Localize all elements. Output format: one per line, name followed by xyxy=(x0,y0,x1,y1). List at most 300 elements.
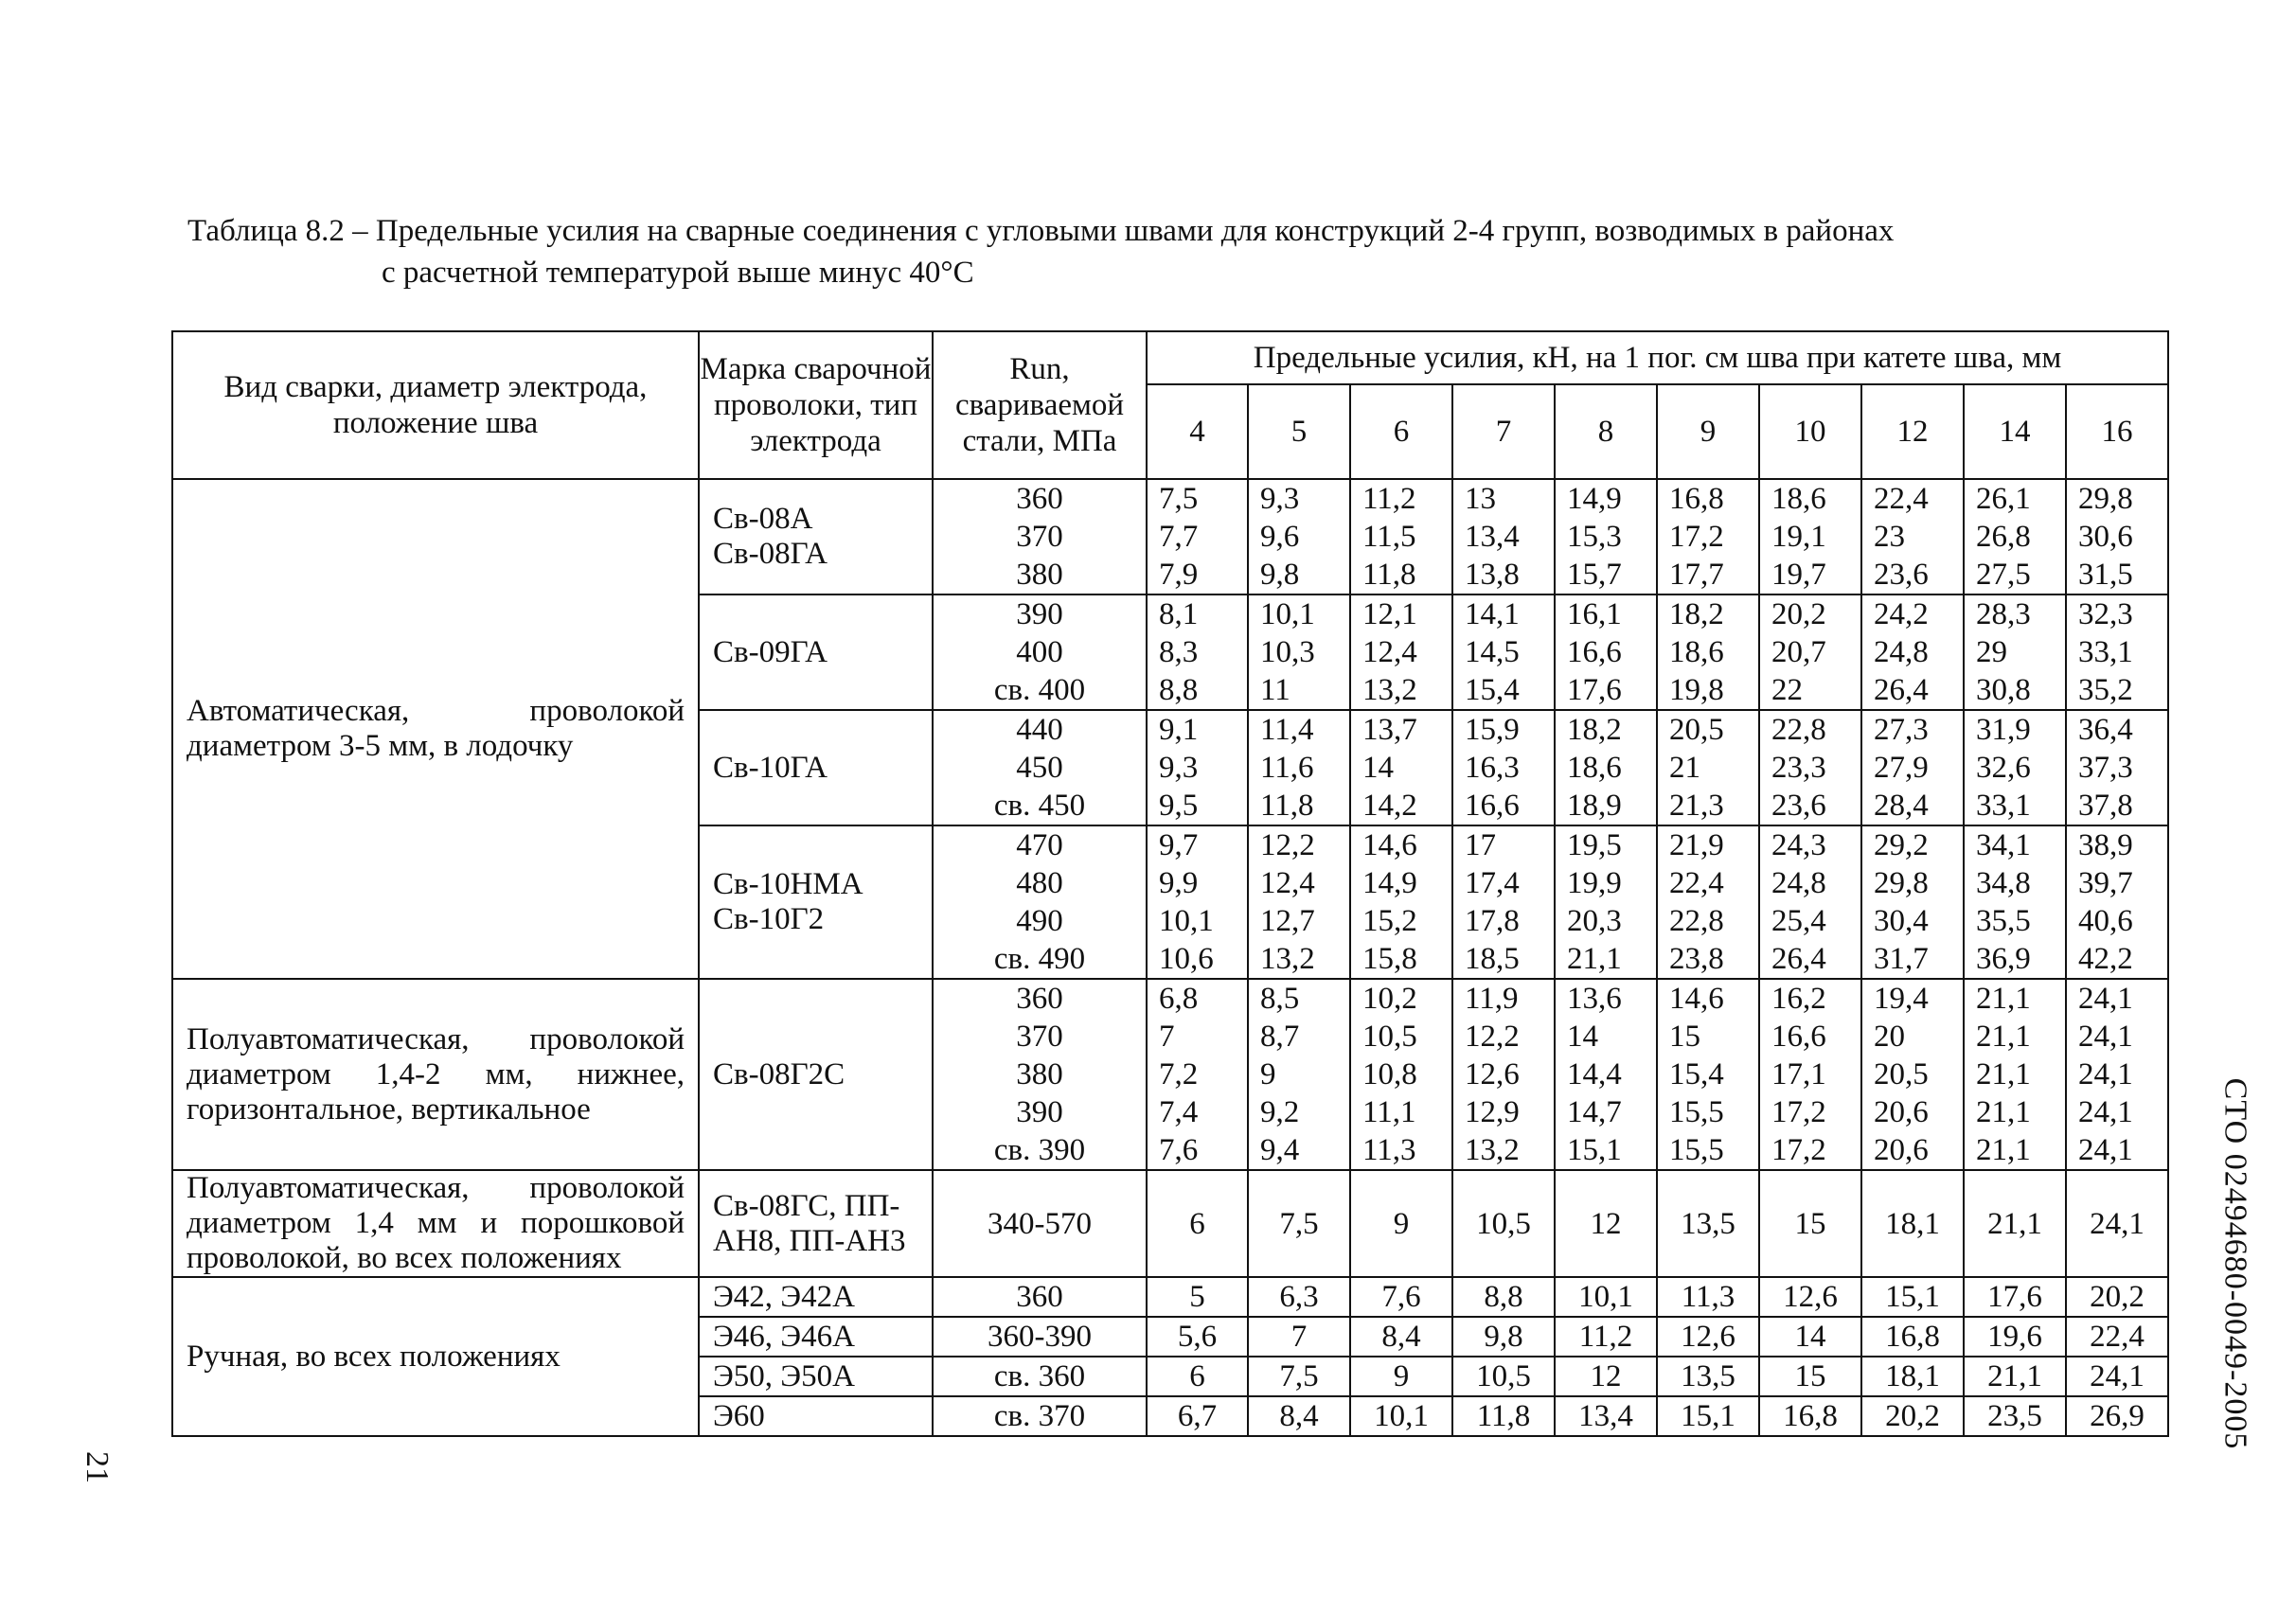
force-value: 9 xyxy=(1260,1057,1276,1091)
steel-strength-value: 360-390 xyxy=(988,1320,1092,1354)
force-value: 18,9 xyxy=(1567,789,1622,823)
welding-type-cell: Полуавтоматическая, проволокой диаметром 1,4-2 мм, нижнее, горизонтальное, вертикальное xyxy=(172,979,699,1170)
force-value: 21,1 xyxy=(1976,982,2031,1016)
force-value: 17,4 xyxy=(1465,866,1520,900)
force-value: 14,4 xyxy=(1567,1057,1622,1091)
force-value: 33,1 xyxy=(2078,635,2133,669)
steel-strength-value: 440 xyxy=(1016,713,1063,747)
force-value: 15,8 xyxy=(1362,942,1417,976)
force-value: 22 xyxy=(1771,673,1803,707)
force-value: 13 xyxy=(1465,482,1496,516)
force-value: 30,4 xyxy=(1874,904,1929,938)
force-value: 24,1 xyxy=(2078,1133,2133,1167)
header-leg: 4 xyxy=(1147,384,1248,479)
force-value: 36,9 xyxy=(1976,942,2031,976)
force-value: 11,3 xyxy=(1362,1133,1416,1167)
force-value: 13,4 xyxy=(1465,520,1520,554)
force-value: 16,3 xyxy=(1465,751,1520,785)
force-value: 23,8 xyxy=(1669,942,1724,976)
force-value: 7,6 xyxy=(1381,1280,1421,1314)
page-number xyxy=(68,1439,125,1496)
force-value: 9,8 xyxy=(1260,558,1300,592)
force-value: 13,6 xyxy=(1567,982,1622,1016)
force-value: 8,1 xyxy=(1159,597,1199,631)
force-cell xyxy=(1452,825,1555,979)
force-value: 9,5 xyxy=(1159,789,1199,823)
welding-type-cell: Автоматическая, проволокой диаметром 3-5 мм, в лодочку xyxy=(172,479,699,979)
page-number-text: 21 xyxy=(80,1451,115,1483)
force-value: 12,7 xyxy=(1260,904,1315,938)
force-cell xyxy=(1248,1357,1350,1396)
force-cell xyxy=(1861,825,1964,979)
wire-grade-cell: Св-08ГС, ПП-АН8, ПП-АН3 xyxy=(699,1170,933,1277)
force-value: 13,5 xyxy=(1681,1359,1735,1393)
table-body xyxy=(172,479,2168,1436)
force-cell xyxy=(2066,1170,2168,1277)
steel-strength-value: 390 xyxy=(1016,597,1063,631)
force-cell xyxy=(1248,479,1350,594)
force-cell xyxy=(1657,479,1759,594)
force-value: 12,6 xyxy=(1681,1320,1735,1354)
force-cell xyxy=(1452,1317,1555,1357)
force-value: 10,1 xyxy=(1374,1399,1429,1433)
force-value: 9,3 xyxy=(1159,751,1199,785)
force-cell xyxy=(1452,1396,1555,1436)
force-value: 18,1 xyxy=(1885,1359,1940,1393)
force-value: 26,1 xyxy=(1976,482,2031,516)
force-value: 32,3 xyxy=(2078,597,2133,631)
steel-strength-value: 390 xyxy=(1016,1095,1063,1129)
force-value: 12,6 xyxy=(1783,1280,1838,1314)
force-cell xyxy=(1452,710,1555,825)
force-cell xyxy=(1555,979,1657,1170)
force-cell xyxy=(1964,479,2066,594)
force-cell xyxy=(1657,1277,1759,1317)
force-cell xyxy=(1964,710,2066,825)
force-cell xyxy=(1964,1396,2066,1436)
force-value: 24,1 xyxy=(2090,1206,2145,1241)
wire-grade-cell: Св-08А Св-08ГА xyxy=(699,479,933,594)
force-value: 11,4 xyxy=(1260,713,1314,747)
force-value: 8,4 xyxy=(1279,1399,1319,1433)
force-value: 17,2 xyxy=(1771,1095,1826,1129)
force-cell xyxy=(1861,594,1964,710)
force-cell xyxy=(1350,1396,1452,1436)
force-cell xyxy=(1759,1317,1861,1357)
force-value: 7,5 xyxy=(1159,482,1199,516)
wire-grade-cell: Э50, Э50А xyxy=(699,1357,933,1396)
force-value: 9 xyxy=(1393,1206,1410,1241)
force-value: 24,1 xyxy=(2078,1057,2133,1091)
force-cell xyxy=(1964,825,2066,979)
force-cell xyxy=(1555,825,1657,979)
force-cell xyxy=(1147,1277,1248,1317)
force-value: 26,9 xyxy=(2090,1399,2145,1433)
force-cell xyxy=(1861,979,1964,1170)
force-value: 19,5 xyxy=(1567,828,1622,862)
force-value: 15,5 xyxy=(1669,1095,1724,1129)
header-welding-type: Вид сварки, диаметр электрода, положение шва xyxy=(172,331,699,479)
steel-strength-value: 370 xyxy=(1016,520,1063,554)
force-cell xyxy=(1861,1357,1964,1396)
force-value: 8,8 xyxy=(1484,1280,1523,1314)
force-value: 17,8 xyxy=(1465,904,1520,938)
force-cell xyxy=(1147,710,1248,825)
force-value: 39,7 xyxy=(2078,866,2133,900)
force-value: 10,8 xyxy=(1362,1057,1417,1091)
force-cell xyxy=(1759,1396,1861,1436)
force-value: 9 xyxy=(1393,1359,1410,1393)
wire-grade-cell: Св-08Г2С xyxy=(699,979,933,1170)
steel-strength-value: св. 450 xyxy=(993,789,1086,823)
force-value: 7,2 xyxy=(1159,1057,1199,1091)
force-cell xyxy=(2066,1317,2168,1357)
force-value: 16,6 xyxy=(1567,635,1622,669)
force-value: 20 xyxy=(1874,1020,1905,1054)
steel-strength-cell xyxy=(933,1396,1147,1436)
force-value: 29,8 xyxy=(1874,866,1929,900)
force-value: 9,2 xyxy=(1260,1095,1300,1129)
force-value: 18,6 xyxy=(1669,635,1724,669)
force-cell xyxy=(1657,979,1759,1170)
force-value: 22,4 xyxy=(1669,866,1724,900)
force-value: 11,2 xyxy=(1362,482,1416,516)
force-cell xyxy=(1964,979,2066,1170)
force-value: 24,1 xyxy=(2078,1020,2133,1054)
force-value: 12,1 xyxy=(1362,597,1417,631)
force-value: 22,8 xyxy=(1771,713,1826,747)
force-cell xyxy=(1759,1277,1861,1317)
force-value: 15 xyxy=(1794,1206,1826,1241)
force-value: 23,3 xyxy=(1771,751,1826,785)
force-value: 6,3 xyxy=(1279,1280,1319,1314)
table-row xyxy=(172,979,2168,1170)
wire-grade-cell: Св-10НМА Св-10Г2 xyxy=(699,825,933,979)
force-value: 29,8 xyxy=(2078,482,2133,516)
force-value: 21,1 xyxy=(1976,1020,2031,1054)
force-value: 15,5 xyxy=(1669,1133,1724,1167)
force-value: 34,8 xyxy=(1976,866,2031,900)
caption-line-1: Таблица 8.2 – Предельные усилия на сварные соединения с угловыми швами для конструкций 2-4 групп, возводимых в районах xyxy=(187,214,1895,248)
header-leg: 7 xyxy=(1452,384,1555,479)
force-cell xyxy=(2066,1396,2168,1436)
force-value: 19,1 xyxy=(1771,520,1826,554)
force-cell xyxy=(2066,710,2168,825)
force-value: 11,8 xyxy=(1476,1399,1531,1433)
force-value: 12 xyxy=(1590,1359,1622,1393)
force-cell xyxy=(1657,1170,1759,1277)
force-value: 16,8 xyxy=(1783,1399,1838,1433)
force-value: 12,6 xyxy=(1465,1057,1520,1091)
force-value: 20,5 xyxy=(1874,1057,1929,1091)
force-value: 24,8 xyxy=(1874,635,1929,669)
document-code xyxy=(2187,1051,2282,1477)
force-value: 33,1 xyxy=(1976,789,2031,823)
force-cell xyxy=(1555,1170,1657,1277)
force-value: 20,2 xyxy=(2090,1280,2145,1314)
steel-strength-value: 380 xyxy=(1016,558,1063,592)
force-value: 35,5 xyxy=(1976,904,2031,938)
force-value: 14,2 xyxy=(1362,789,1417,823)
force-value: 17,2 xyxy=(1771,1133,1826,1167)
force-value: 11,8 xyxy=(1260,789,1314,823)
steel-strength-value: 490 xyxy=(1016,904,1063,938)
force-value: 37,3 xyxy=(2078,751,2133,785)
force-value: 14,7 xyxy=(1567,1095,1622,1129)
force-value: 16,2 xyxy=(1771,982,1826,1016)
steel-strength-value: 370 xyxy=(1016,1020,1063,1054)
force-cell xyxy=(1350,825,1452,979)
force-cell xyxy=(1861,1170,1964,1277)
force-cell xyxy=(2066,594,2168,710)
force-value: 26,4 xyxy=(1771,942,1826,976)
force-value: 16,1 xyxy=(1567,597,1622,631)
force-cell xyxy=(1555,1396,1657,1436)
force-value: 30,6 xyxy=(2078,520,2133,554)
force-value: 27,5 xyxy=(1976,558,2031,592)
force-value: 26,4 xyxy=(1874,673,1929,707)
force-value: 34,1 xyxy=(1976,828,2031,862)
force-value: 18,5 xyxy=(1465,942,1520,976)
force-value: 21,1 xyxy=(1987,1359,2042,1393)
force-value: 14,1 xyxy=(1465,597,1520,631)
document-code-text: СТО 02494680-0049-2005 xyxy=(2217,1077,2253,1450)
force-value: 18,6 xyxy=(1771,482,1826,516)
force-value: 8,5 xyxy=(1260,982,1300,1016)
force-value: 11,6 xyxy=(1260,751,1314,785)
header-leg: 14 xyxy=(1964,384,2066,479)
force-cell xyxy=(1964,1170,2066,1277)
force-value: 7,6 xyxy=(1159,1133,1199,1167)
force-value: 38,9 xyxy=(2078,828,2133,862)
force-value: 10,6 xyxy=(1159,942,1214,976)
force-value: 21,1 xyxy=(1976,1133,2031,1167)
force-cell xyxy=(1861,479,1964,594)
force-value: 10,1 xyxy=(1159,904,1214,938)
header-run: Run, свариваемой стали, МПа xyxy=(933,331,1147,479)
force-value: 6,8 xyxy=(1159,982,1199,1016)
header-leg: 16 xyxy=(2066,384,2168,479)
header-leg: 10 xyxy=(1759,384,1861,479)
force-value: 20,7 xyxy=(1771,635,1826,669)
force-value: 31,9 xyxy=(1976,713,2031,747)
force-value: 22,8 xyxy=(1669,904,1724,938)
force-cell xyxy=(2066,479,2168,594)
force-value: 18,6 xyxy=(1567,751,1622,785)
force-cell xyxy=(2066,979,2168,1170)
steel-strength-value: 360 xyxy=(1016,1280,1063,1314)
force-cell xyxy=(1350,1277,1452,1317)
force-value: 17,1 xyxy=(1771,1057,1826,1091)
force-value: 7,5 xyxy=(1279,1359,1319,1393)
steel-strength-value: 380 xyxy=(1016,1057,1063,1091)
force-value: 10,1 xyxy=(1578,1280,1633,1314)
force-value: 16,8 xyxy=(1669,482,1724,516)
force-cell xyxy=(1248,1170,1350,1277)
force-value: 13,2 xyxy=(1362,673,1417,707)
force-value: 9,7 xyxy=(1159,828,1199,862)
force-value: 14 xyxy=(1794,1320,1826,1354)
force-value: 14,6 xyxy=(1669,982,1724,1016)
header-leg: 12 xyxy=(1861,384,1964,479)
force-value: 14,5 xyxy=(1465,635,1520,669)
force-cell xyxy=(1147,1170,1248,1277)
force-value: 21,1 xyxy=(1976,1057,2031,1091)
force-cell xyxy=(1350,594,1452,710)
force-value: 17,7 xyxy=(1669,558,1724,592)
force-value: 15,3 xyxy=(1567,520,1622,554)
force-value: 19,6 xyxy=(1987,1320,2042,1354)
force-cell xyxy=(1759,1357,1861,1396)
force-cell xyxy=(1759,594,1861,710)
force-value: 11,1 xyxy=(1362,1095,1416,1129)
force-value: 29,2 xyxy=(1874,828,1929,862)
force-value: 16,6 xyxy=(1465,789,1520,823)
force-value: 15 xyxy=(1794,1359,1826,1393)
force-value: 21,9 xyxy=(1669,828,1724,862)
header-forces: Предельные усилия, кН, на 1 пог. см шва при катете шва, мм xyxy=(1147,331,2168,384)
force-value: 5 xyxy=(1189,1280,1205,1314)
force-value: 15,1 xyxy=(1885,1280,1940,1314)
force-value: 15,4 xyxy=(1669,1057,1724,1091)
force-cell xyxy=(2066,1277,2168,1317)
force-value: 20,2 xyxy=(1771,597,1826,631)
steel-strength-value: 360 xyxy=(1016,982,1063,1016)
force-value: 15,7 xyxy=(1567,558,1622,592)
force-value: 23,5 xyxy=(1987,1399,2042,1433)
force-value: 16,6 xyxy=(1771,1020,1826,1054)
force-value: 36,4 xyxy=(2078,713,2133,747)
force-value: 22,4 xyxy=(2090,1320,2145,1354)
steel-strength-value: св. 490 xyxy=(993,942,1086,976)
force-value: 21 xyxy=(1669,751,1700,785)
force-cell xyxy=(1657,825,1759,979)
force-value: 23 xyxy=(1874,520,1905,554)
force-value: 19,4 xyxy=(1874,982,1929,1016)
force-value: 11,9 xyxy=(1465,982,1519,1016)
force-value: 35,2 xyxy=(2078,673,2133,707)
force-value: 11,5 xyxy=(1362,520,1416,554)
force-value: 18,2 xyxy=(1567,713,1622,747)
force-value: 21,3 xyxy=(1669,789,1724,823)
force-value: 31,7 xyxy=(1874,942,1929,976)
force-cell xyxy=(1759,1170,1861,1277)
force-value: 8,3 xyxy=(1159,635,1199,669)
force-cell xyxy=(1964,594,2066,710)
force-value: 18,1 xyxy=(1885,1206,1940,1241)
force-value: 14,6 xyxy=(1362,828,1417,862)
force-value: 7,7 xyxy=(1159,520,1199,554)
force-value: 25,4 xyxy=(1771,904,1826,938)
force-value: 32,6 xyxy=(1976,751,2031,785)
force-cell xyxy=(1248,1396,1350,1436)
force-value: 22,4 xyxy=(1874,482,1929,516)
force-cell xyxy=(1657,1357,1759,1396)
force-value: 13,2 xyxy=(1465,1133,1520,1167)
force-cell xyxy=(1555,479,1657,594)
force-value: 17 xyxy=(1465,828,1496,862)
force-value: 20,6 xyxy=(1874,1133,1929,1167)
force-value: 21,1 xyxy=(1976,1095,2031,1129)
welding-type-cell: Ручная, во всех положениях xyxy=(172,1277,699,1436)
force-value: 13,8 xyxy=(1465,558,1520,592)
force-cell xyxy=(1248,1277,1350,1317)
force-value: 11 xyxy=(1260,673,1290,707)
table-row xyxy=(172,1277,2168,1317)
force-value: 40,6 xyxy=(2078,904,2133,938)
force-value: 15,1 xyxy=(1681,1399,1735,1433)
steel-strength-value: 450 xyxy=(1016,751,1063,785)
steel-strength-value: 400 xyxy=(1016,635,1063,669)
force-cell xyxy=(1657,710,1759,825)
force-cell xyxy=(1555,1317,1657,1357)
force-value: 29 xyxy=(1976,635,2007,669)
wire-grade-cell: Э60 xyxy=(699,1396,933,1436)
force-value: 14,9 xyxy=(1362,866,1417,900)
force-cell xyxy=(1350,1357,1452,1396)
force-value: 19,7 xyxy=(1771,558,1826,592)
force-cell xyxy=(1964,1317,2066,1357)
table-row xyxy=(172,1170,2168,1277)
force-value: 12 xyxy=(1590,1206,1622,1241)
wire-grade-cell: Св-10ГА xyxy=(699,710,933,825)
force-cell xyxy=(1759,825,1861,979)
force-value: 27,9 xyxy=(1874,751,1929,785)
force-value: 7,9 xyxy=(1159,558,1199,592)
table-row xyxy=(172,479,2168,594)
force-value: 24,1 xyxy=(2090,1359,2145,1393)
force-cell xyxy=(1861,710,1964,825)
force-value: 6 xyxy=(1189,1206,1205,1241)
force-value: 20,5 xyxy=(1669,713,1724,747)
force-value: 23,6 xyxy=(1874,558,1929,592)
steel-strength-cell xyxy=(933,1170,1147,1277)
force-value: 15 xyxy=(1669,1020,1700,1054)
force-value: 9,9 xyxy=(1159,866,1199,900)
wire-grade-cell: Э42, Э42А xyxy=(699,1277,933,1317)
force-value: 10,5 xyxy=(1362,1020,1417,1054)
force-value: 17,6 xyxy=(1987,1280,2042,1314)
force-value: 8,7 xyxy=(1260,1020,1300,1054)
force-cell xyxy=(1350,1317,1452,1357)
force-value: 9,4 xyxy=(1260,1133,1300,1167)
force-value: 14 xyxy=(1362,751,1394,785)
force-cell xyxy=(1147,1357,1248,1396)
steel-strength-value: 480 xyxy=(1016,866,1063,900)
force-value: 18,2 xyxy=(1669,597,1724,631)
force-value: 9,8 xyxy=(1484,1320,1523,1354)
force-cell xyxy=(1657,1317,1759,1357)
force-value: 11,2 xyxy=(1578,1320,1633,1354)
force-cell xyxy=(1248,710,1350,825)
steel-strength-value: 340-570 xyxy=(988,1206,1092,1241)
force-value: 13,5 xyxy=(1681,1206,1735,1241)
force-cell xyxy=(1147,1396,1248,1436)
force-cell xyxy=(1452,1170,1555,1277)
force-value: 12,4 xyxy=(1362,635,1417,669)
header-leg: 6 xyxy=(1350,384,1452,479)
force-value: 11,3 xyxy=(1681,1280,1735,1314)
force-value: 7 xyxy=(1159,1020,1175,1054)
force-value: 15,2 xyxy=(1362,904,1417,938)
force-cell xyxy=(1248,979,1350,1170)
force-value: 27,3 xyxy=(1874,713,1929,747)
force-value: 24,2 xyxy=(1874,597,1929,631)
force-value: 15,9 xyxy=(1465,713,1520,747)
force-value: 10,5 xyxy=(1476,1359,1531,1393)
force-cell xyxy=(1147,1317,1248,1357)
force-cell xyxy=(1759,979,1861,1170)
